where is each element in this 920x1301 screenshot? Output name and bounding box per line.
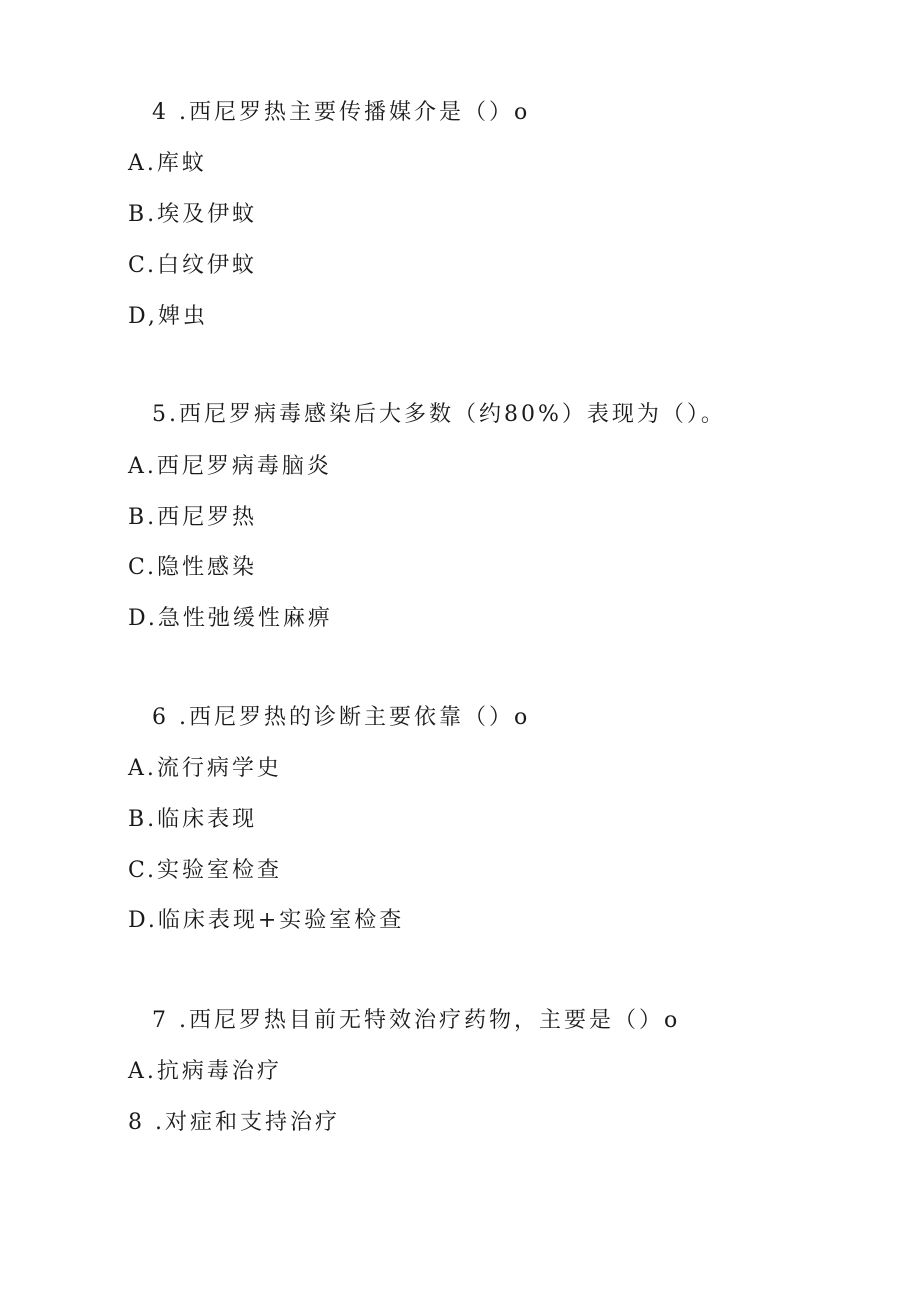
question-5-option-d: D.急性弛缓性麻痹 [128,606,333,631]
question-6-option-d: D.临床表现+实验室检查 [128,908,405,933]
question-4-option-c: C.白纹伊蚊 [128,253,258,278]
question-5-option-c: C.隐性感染 [128,555,258,580]
question-4-option-b: B.埃及伊蚊 [128,202,258,227]
question-7-option-b: 8 .对症和支持治疗 [128,1110,340,1135]
question-6-option-a: A.流行病学史 [128,756,282,781]
question-5-option-a: A.西尼罗病毒脑炎 [128,454,332,479]
question-4-option-a: A.库蚊 [128,151,207,176]
question-4-option-d: D,婢虫 [128,304,208,329]
question-6-stem: 6 .西尼罗热的诊断主要依靠（）o [152,705,531,730]
question-6-option-c: C.实验室检查 [128,858,283,883]
question-6-option-b: B.临床表现 [128,807,258,832]
question-7-stem: 7 .西尼罗热目前无特效治疗药物，主要是（）o [152,1008,681,1033]
question-4-stem: 4 .西尼罗热主要传播媒介是（）o [152,100,531,125]
question-5-option-b: B.西尼罗热 [128,505,258,530]
question-5-stem: 5.西尼罗病毒感染后大多数（约80%）表现为（）。 [152,402,726,427]
question-7-option-a: A.抗病毒治疗 [128,1059,282,1084]
